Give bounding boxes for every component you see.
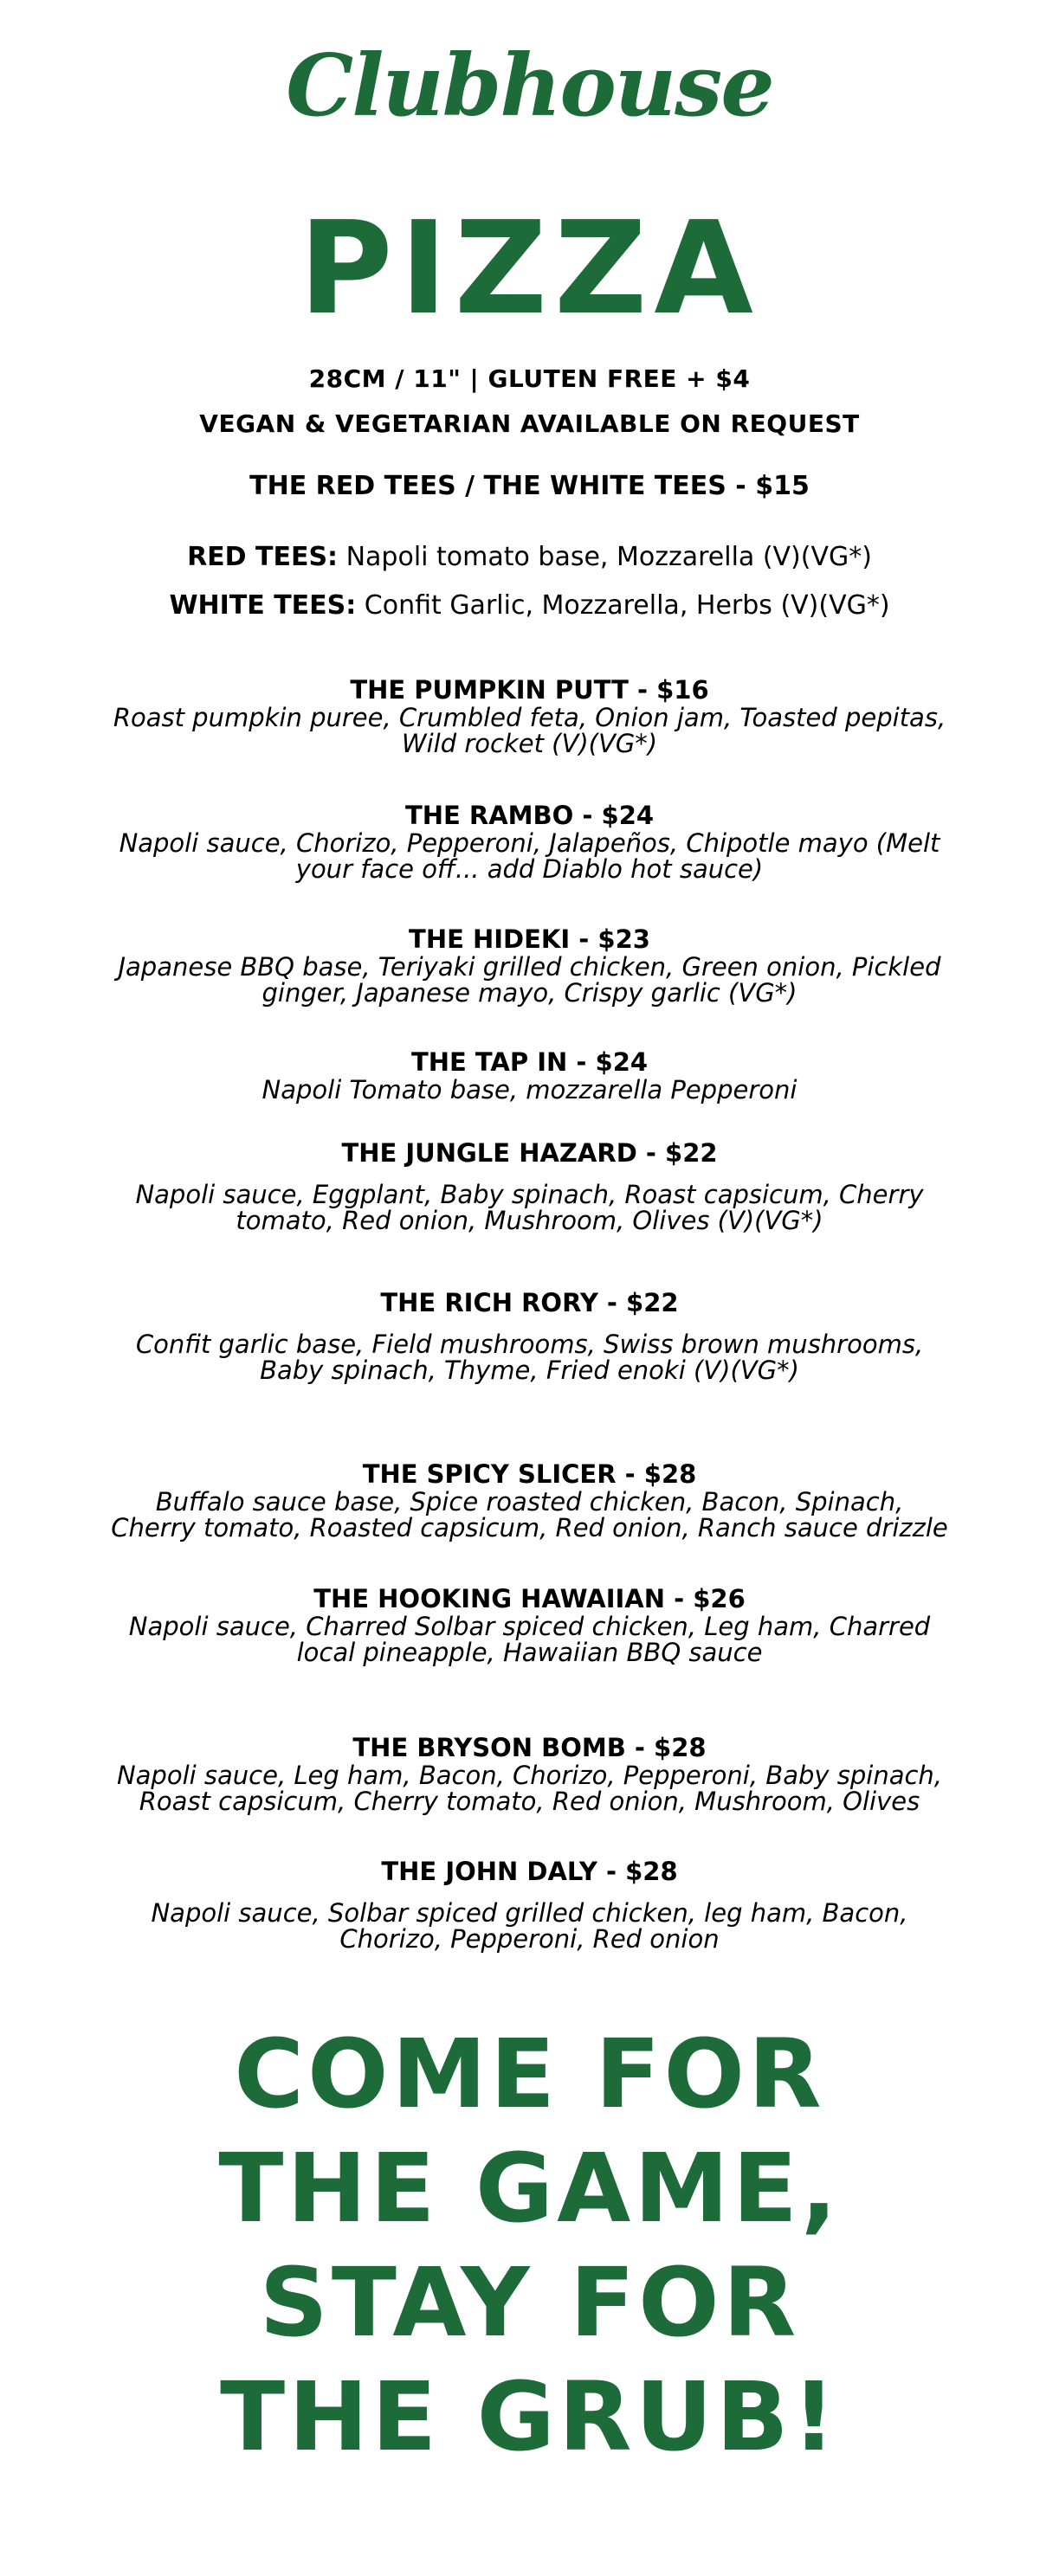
menu-item-spicy-slicer (69, 1459, 990, 1541)
clubhouse-logo: Clubhouse (286, 36, 773, 136)
item-desc-line: Napoli sauce, Leg ham, Bacon, Chorizo, Pepperoni, Baby spinach, (116, 1761, 943, 1790)
item-desc-line: Japanese BBQ base, Teriyaki grilled chicken, Green onion, Pickled (118, 952, 941, 982)
item-desc-line: Roast capsicum, Cherry tomato, Red onion, Mushroom, Olives (139, 1787, 920, 1816)
menu-item-hooking-hawaiian (69, 1584, 990, 1665)
white-tees-label: WHITE TEES: (169, 590, 357, 621)
item-desc-line: Napoli sauce, Charred Solbar spiced chicken, Leg ham, Charred (128, 1612, 931, 1641)
item-desc-line: ginger, Japanese mayo, Crispy garlic (VG*) (262, 978, 797, 1008)
pizza-heading: PIZZA (299, 194, 760, 343)
white-tees-desc: Confit Garlic, Mozzarella, Herbs (V)(VG*) (356, 590, 890, 621)
item-title: THE JOHN DALY - $28 (381, 1857, 678, 1886)
menu-item-hideki (69, 924, 990, 1006)
item-desc-line: Baby spinach, Thyme, Fried enoki (V)(VG*) (260, 1356, 799, 1385)
item-desc-line: Napoli sauce, Eggplant, Baby spinach, Roast capsicum, Cherry (135, 1180, 924, 1209)
menu-item-rambo (69, 801, 990, 882)
item-desc-line: tomato, Red onion, Mushroom, Olives (V)(VG*) (236, 1206, 823, 1235)
item-title: THE RAMBO - $24 (404, 801, 655, 830)
item-desc-line: Roast pumpkin puree, Crumbled feta, Onion jam, Toasted pepitas, (113, 703, 946, 732)
menu-item-rich-rory (69, 1288, 990, 1383)
item-desc-line: Confit garlic base, Field mushrooms, Swiss brown mushrooms, (135, 1330, 924, 1359)
red-tees-label: RED TEES: (187, 542, 339, 572)
item-title: THE RICH RORY - $22 (380, 1288, 679, 1317)
tagline-line: STAY FOR (259, 2247, 800, 2358)
tagline (0, 2017, 1059, 2474)
red-tees-line (0, 538, 1059, 576)
item-title: THE SPICY SLICER - $28 (362, 1459, 697, 1489)
menu-item-pumpkin-putt (69, 675, 990, 757)
item-title: THE BRYSON BOMB - $28 (352, 1733, 707, 1762)
item-desc-line: local pineapple, Hawaiian BBQ sauce (296, 1638, 763, 1667)
vegan-vegetarian-info: VEGAN & VEGETARIAN AVAILABLE ON REQUEST (199, 409, 860, 438)
item-title: THE JUNGLE HAZARD - $22 (341, 1138, 718, 1168)
item-title: THE HOOKING HAWAIIAN - $26 (313, 1584, 746, 1613)
item-desc-line: Napoli sauce, Solbar spiced grilled chicken, leg ham, Bacon, (151, 1898, 908, 1928)
menu-item-john-daly (69, 1857, 990, 1952)
red-tees-desc: Napoli tomato base, Mozzarella (V)(VG*) (338, 542, 872, 572)
tagline-line: THE GRUB! (220, 2361, 839, 2472)
item-desc-line: Cherry tomato, Roasted capsicum, Red onion, Ranch sauce drizzle (111, 1513, 948, 1542)
item-title: THE PUMPKIN PUTT - $16 (350, 675, 709, 705)
item-desc-line: Napoli Tomato base, mozzarella Pepperoni (262, 1075, 797, 1104)
size-gluten-free-info: 28CM / 11" | GLUTEN FREE + $4 (308, 364, 751, 393)
item-title: THE TAP IN - $24 (410, 1047, 649, 1077)
item-desc-line: Wild rocket (V)(VG*) (401, 729, 658, 758)
item-title: THE HIDEKI - $23 (409, 924, 650, 954)
item-desc-line: Chorizo, Pepperoni, Red onion (339, 1924, 720, 1954)
tagline-line: THE GAME, (218, 2133, 841, 2244)
item-desc-line: your face off... add Diablo hot sauce) (295, 854, 764, 884)
menu-item-tap-in (69, 1047, 990, 1103)
menu-item-jungle-hazard (69, 1138, 990, 1233)
item-desc-line: Buffalo sauce base, Spice roasted chicken, Bacon, Spinach, (155, 1487, 904, 1517)
menu-item-bryson-bomb (69, 1733, 990, 1814)
tees-title: THE RED TEES / THE WHITE TEES - $15 (249, 471, 810, 501)
tagline-line: COME FOR (234, 2019, 825, 2129)
white-tees-line (0, 587, 1059, 625)
item-desc-line: Napoli sauce, Chorizo, Pepperoni, Jalapeños, Chipotle mayo (Melt (119, 828, 940, 858)
